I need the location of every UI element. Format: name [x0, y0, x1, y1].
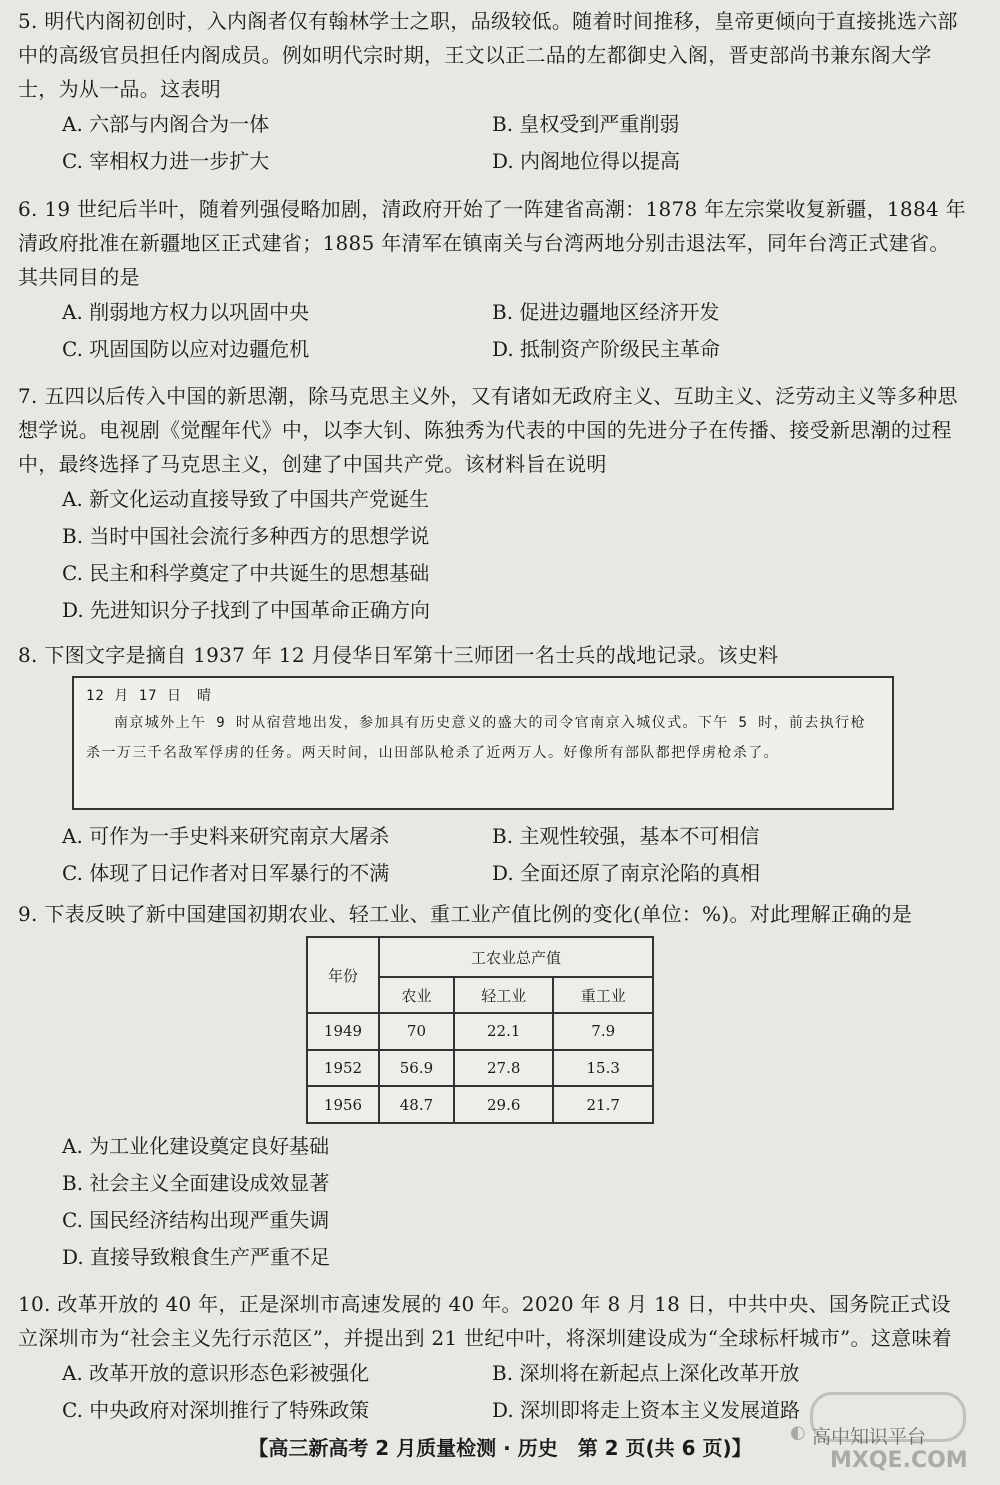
table-year-header: 年份	[307, 937, 379, 1013]
option-a: A. 可作为一手史料来研究南京大屠杀	[62, 824, 390, 848]
option-d: D. 全面还原了南京沦陷的真相	[492, 861, 761, 885]
table-cell: 48.7	[379, 1086, 454, 1123]
question-stem: 7. 五四以后传入中国的新思潮，除马克思主义外，又有诸如无政府主义、互助主义、泛劳动主义等多种思想学说。电视剧《觉醒年代》中，以李大钊、陈独秀为代表的中国的先进分子在传播、接受新思潮的过程中，最终选择了马克思主义，创建了中国共产党。该材料旨在说明	[18, 384, 958, 476]
question-9	[18, 897, 968, 931]
table-cell: 22.1	[454, 1013, 554, 1050]
table-cell: 1956	[307, 1086, 379, 1123]
option-c: C. 巩固国防以应对边疆危机	[62, 337, 310, 361]
option-b: B. 深圳将在新起点上深化改革开放	[492, 1361, 800, 1385]
table-cell: 1952	[307, 1050, 379, 1087]
option-c: C. 体现了日记作者对日军暴行的不满	[62, 861, 390, 885]
option-d: D. 直接导致粮食生产严重不足	[62, 1245, 331, 1269]
question-stem: 8. 下图文字是摘自 1937 年 12 月侵华日军第十三师团一名士兵的战地记录。该史料	[18, 643, 779, 667]
option-a: A. 改革开放的意识形态色彩被强化	[62, 1361, 370, 1385]
option-d: D. 深圳即将走上资本主义发展道路	[492, 1398, 801, 1422]
source-excerpt-box	[72, 676, 894, 810]
table-row	[307, 1086, 653, 1123]
option-c: C. 民主和科学奠定了中共诞生的思想基础	[62, 561, 430, 585]
watermark	[790, 1392, 990, 1482]
question-stem: 5. 明代内阁初创时，入内阁者仅有翰林学士之职，品级较低。随着时间推移，皇帝更倾向于直接挑选六部中的高级官员担任内阁成员。例如明代宗时期，王文以正二品的左都御史入阁，晋吏部尚书兼东阁大学士，为从一品。这表明	[18, 9, 958, 101]
question-9-options	[18, 1128, 968, 1276]
option-c: C. 宰相权力进一步扩大	[62, 149, 270, 173]
table-cell: 29.6	[454, 1086, 554, 1123]
table-column-header: 轻工业	[454, 977, 554, 1013]
table-group-header: 工农业总产值	[379, 937, 653, 977]
question-7	[18, 379, 968, 629]
option-list	[62, 1128, 968, 1276]
question-6	[18, 192, 968, 368]
option-a: A. 六部与内阁合为一体	[62, 112, 270, 136]
option-list	[62, 818, 968, 892]
table-cell: 1949	[307, 1013, 379, 1050]
wechat-icon: ◐	[790, 1422, 806, 1443]
table-column-header: 重工业	[553, 977, 653, 1013]
option-list	[62, 481, 968, 629]
table-cell: 70	[379, 1013, 454, 1050]
table-cell: 27.8	[454, 1050, 554, 1087]
question-8-options	[18, 818, 968, 892]
option-c: C. 中央政府对深圳推行了特殊政策	[62, 1398, 370, 1422]
option-a: A. 新文化运动直接导致了中国共产党诞生	[62, 487, 430, 511]
table-cell: 7.9	[553, 1013, 653, 1050]
option-b: B. 主观性较强，基本不可相信	[492, 824, 760, 848]
table-row	[307, 1050, 653, 1087]
table-cell: 56.9	[379, 1050, 454, 1087]
option-d: D. 内阁地位得以提高	[492, 149, 681, 173]
table-column-header: 农业	[379, 977, 454, 1013]
option-c: C. 国民经济结构出现严重失调	[62, 1208, 330, 1232]
option-b: B. 促进边疆地区经济开发	[492, 300, 720, 324]
table-cell: 21.7	[553, 1086, 653, 1123]
question-stem: 10. 改革开放的 40 年，正是深圳市高速发展的 40 年。2020 年 8 月 18 日，中共中央、国务院正式设立深圳市为“社会主义先行示范区”，并提出到 21 世纪中叶，将深圳建设成为“全球标杆城市”。这意味着	[18, 1292, 953, 1350]
option-b: B. 当时中国社会流行多种西方的思想学说	[62, 524, 430, 548]
table-cell: 15.3	[553, 1050, 653, 1087]
option-a: A. 削弱地方权力以巩固中央	[62, 300, 310, 324]
excerpt-text: 南京城外上午 9 时从宿营地出发，参加具有历史意义的盛大的司令官南京入城仪式。下午 5 时，前去执行枪杀一万三千名敌军俘虏的任务。两天时间，山田部队枪杀了近两万人。好像所有部队都把俘虏枪杀了。	[86, 715, 866, 761]
page-footer: 【高三新高考 2 月质量检测 · 历史 第 2 页(共 6 页)】	[248, 1436, 752, 1460]
table-row	[307, 1013, 653, 1050]
option-b: B. 社会主义全面建设成效显著	[62, 1171, 330, 1195]
question-8	[18, 638, 968, 672]
watermark-name: 高中知识平台	[812, 1426, 927, 1448]
question-stem: 6. 19 世纪后半叶，随着列强侵略加剧，清政府开始了一阵建省高潮：1878 年左宗棠收复新疆，1884 年清政府批准在新疆地区正式建省；1885 年清军在镇南关与台湾两地分别击退法军，同年台湾正式建省。其共同目的是	[18, 197, 966, 289]
watermark-site: MXQE.COM	[830, 1448, 968, 1473]
option-d: D. 先进知识分子找到了中国革命正确方向	[62, 598, 431, 622]
option-list	[62, 106, 968, 180]
excerpt-date: 12 月 17 日 晴	[86, 688, 213, 704]
option-b: B. 皇权受到严重削弱	[492, 112, 680, 136]
question-stem: 9. 下表反映了新中国建国初期农业、轻工业、重工业产值比例的变化(单位：%)。对此理解正确的是	[18, 902, 913, 926]
option-list	[62, 294, 968, 368]
option-d: D. 抵制资产阶级民主革命	[492, 337, 721, 361]
option-a: A. 为工业化建设奠定良好基础	[62, 1134, 330, 1158]
question-5	[18, 4, 968, 180]
output-value-table	[306, 936, 654, 1124]
